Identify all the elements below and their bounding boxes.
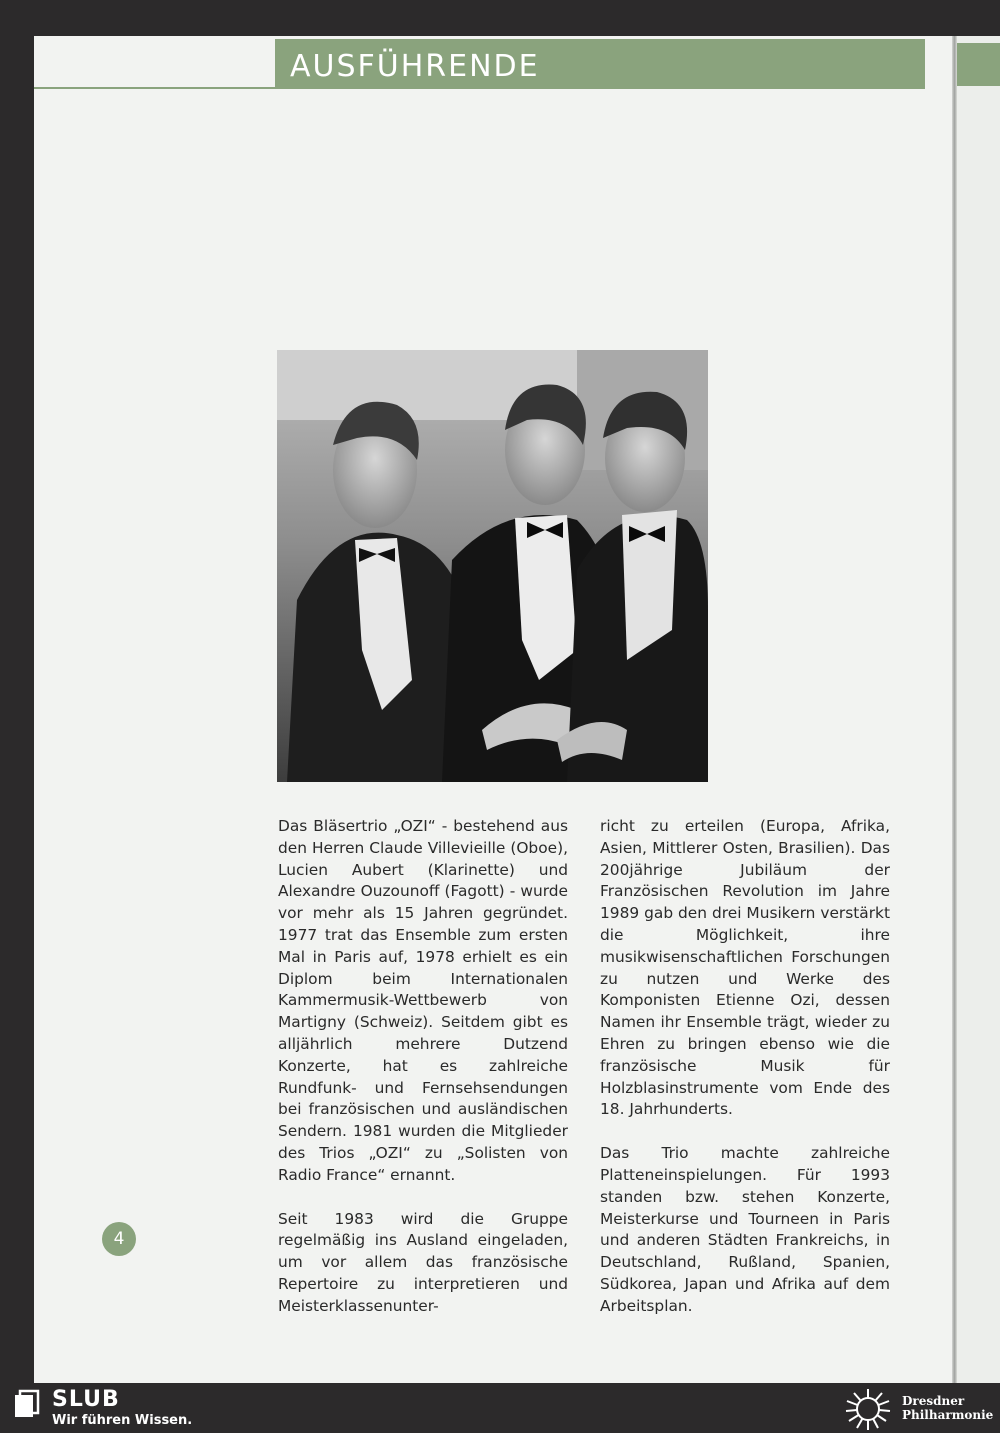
paragraph: Das Trio machte zahlreiche Platteneinspielungen. Für 1993 standen bzw. stehen Konzerte, Meisterkurse und Tourneen in Paris und anderen Städten Frankreichs, in Deutschland, Rußland, Spanien, Südkorea, Japan und Afrika auf dem Arbeitsplan. [600, 1144, 890, 1315]
brochure-page [34, 36, 954, 1383]
library-slogan: Wir führen Wissen. [52, 1413, 193, 1428]
page-title: AUSFÜHRENDE [290, 49, 540, 84]
partner-name-line2: Philharmonie [902, 1408, 994, 1422]
paragraph: Seit 1983 wird die Gruppe regelmäßig ins Ausland eingeladen, um vor allem das französische Repertoire zu interpretieren und Meisterklassenunter- [278, 1209, 568, 1315]
partner-name-line1: Dresdner [902, 1394, 965, 1408]
paragraph: richt zu erteilen (Europa, Afrika, Asien, Mittlerer Osten, Brasilien). Das 200jährige Jubiläum der Französischen Revolution im Jahre 1989 gab den drei Musikern verstärkt die Möglichkeit, ihre musikwisenschaftlichen Forschungen zu nutzen und Werke des Komponisten Etienne Ozi, dessen Namen ihr Ensemble trägt, wieder zu Ehren zu bringen ebenso wie die französische Musik für Holzblasinstrumente vom Ende des 18. Jahrhunderts. [600, 817, 890, 1119]
article-column-left [278, 816, 568, 1340]
slub-book-icon [12, 1389, 42, 1419]
partner-name [902, 1394, 993, 1422]
adjacent-page-edge [957, 36, 1000, 1383]
header-rule [34, 87, 925, 89]
footer-bar [0, 1383, 1000, 1433]
article-column-right [600, 816, 890, 1340]
page-number-badge: 4 [102, 1222, 136, 1256]
ensemble-photo [277, 350, 708, 782]
library-name: SLUB [52, 1387, 120, 1412]
adjacent-header-band [957, 43, 1000, 86]
trio-portrait-image [277, 350, 708, 782]
philharmonie-sunburst-icon [842, 1387, 894, 1431]
paragraph: Das Bläsertrio „OZI“ - bestehend aus den Herren Claude Villevieille (Oboe), Lucien Aubert (Klarinette) und Alexandre Ouzounoff (Fagott) - wurde vor mehr als 15 Jahren gegründet. 1977 trat das Ensemble zum ersten Mal in Paris auf, 1978 erhielt es ein Diplom beim Internationalen Kammermusik-Wettbewerb von Martigny (Schweiz). Seitdem gibt es alljährlich mehrere Dutzend Konzerte, hat es zahlreiche Rundfunk- und Fernsehsendungen bei französischen und ausländischen Sendern. 1981 wurden die Mitglieder des Trios „OZI“ zu „Solisten von Radio France“ ernannt. [278, 817, 568, 1184]
